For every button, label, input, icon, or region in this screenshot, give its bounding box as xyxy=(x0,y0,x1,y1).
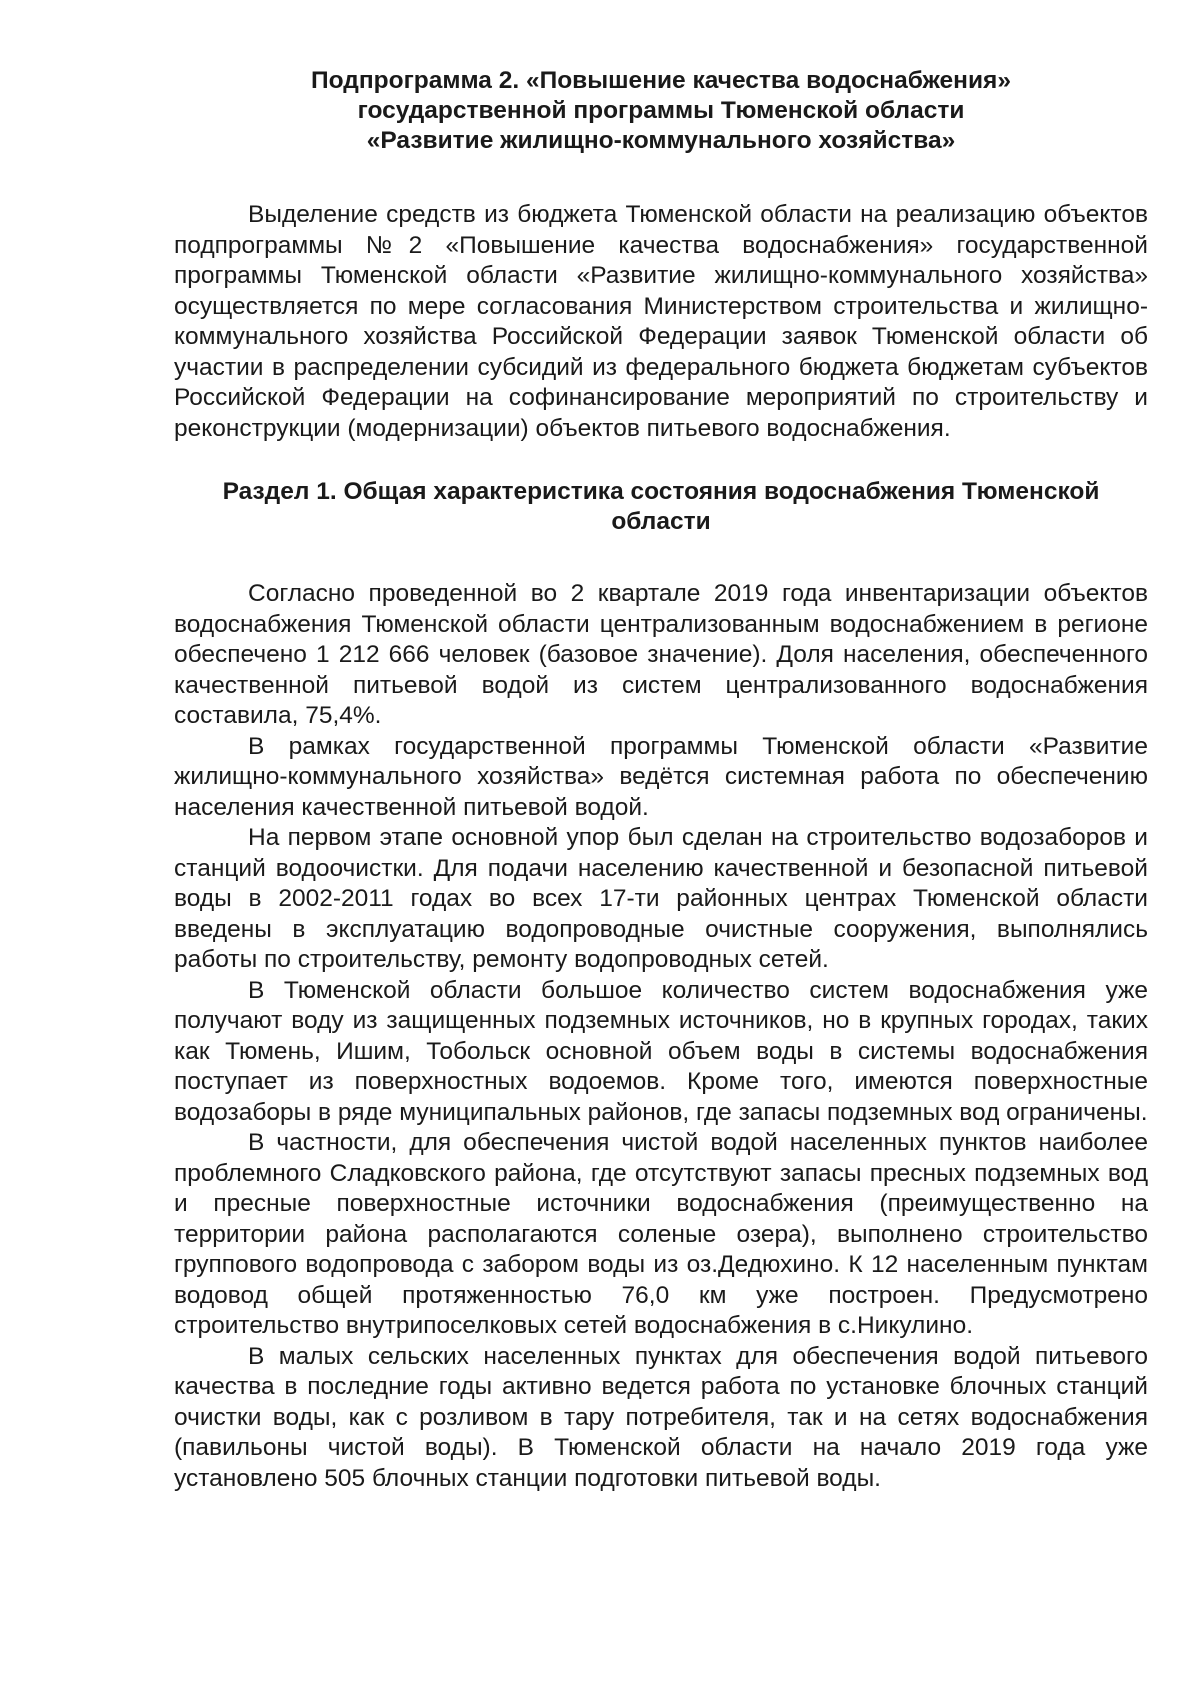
document-content xyxy=(174,66,1148,1494)
body-paragraph: В рамках государственной программы Тюменской области «Развитие жилищно-коммунального хозяйства» ведётся системная работа по обеспечению населения качественной питьевой водой. xyxy=(174,732,1148,821)
section-1-title: Раздел 1. Общая характеристика состояния водоснабжения Тюменской области xyxy=(222,478,1100,535)
body-paragraph: Согласно проведенной во 2 квартале 2019 года инвентаризации объектов водоснабжения Тюменской области централизованным водоснабжением в регионе обеспечено 1 212 666 человек (базовое значение). Доля населения, обеспеченного качественной питьевой водой из систем централизованного водоснабжения составила, 75,4%. xyxy=(174,580,1148,729)
section-1-body xyxy=(174,579,1148,1494)
intro-paragraph: Выделение средств из бюджета Тюменской области на реализацию объектов подпрограммы №2 «Повышение качества водоснабжения» государственной программы Тюменской области «Развитие жилищно-коммунального хозяйства» осуществляется по мере согласования Министерством строительства и жилищно-коммунального хозяйства Российской Федерации заявок Тюменской области об участии в распределении субсидий из федерального бюджета бюджетам субъектов Российской Федерации на софинансирование мероприятий по строительству и реконструкции (модернизации) объектов питьевого водоснабжения. xyxy=(174,201,1148,442)
body-paragraph: В малых сельских населенных пунктах для обеспечения водой питьевого качества в последние годы активно ведется работа по установке блочных станций очистки воды, как с розливом в тару потребителя, так и на сетях водоснабжения (павильоны чистой воды). В Тюменской области на начало 2019 года уже установлено 505 блочных станции подготовки питьевой воды. xyxy=(174,1342,1148,1492)
body-paragraph: На первом этапе основной упор был сделан на строительство водозаборов и станций водоочистки. Для подачи населению качественной и безопасной питьевой воды в 2002-2011 годах во всех 17-ти районных центрах Тюменской области введены в эксплуатацию водопроводные очистные сооружения, выполнялись работы по строительству, ремонту водопроводных сетей. xyxy=(174,824,1148,973)
title-line: Подпрограмма 2. «Повышение качества водоснабжения» xyxy=(311,67,1011,94)
body-paragraph: В частности, для обеспечения чистой водой населенных пунктов наиболее проблемного Сладковского района, где отсутствуют запасы пресных подземных вод и пресные поверхностные источники водоснабжения (преимущественно на территории района располагаются соленые озера), выполнено строительство группового водопровода с забором воды из оз.Дедюхино. К 12 населенным пунктам водовод общей протяженностью 76,0 км уже построен. Предусмотрено строительство внутрипоселковых сетей водоснабжения в с.Никулино. xyxy=(174,1129,1148,1339)
title-line: государственной программы Тюменской области xyxy=(357,97,965,124)
document-title xyxy=(174,66,1148,156)
body-paragraph: В Тюменской области большое количество систем водоснабжения уже получают воду из защищенных подземных источников, но в крупных городах, таких как Тюмень, Ишим, Тобольск основной объем воды в системы водоснабжения поступает из поверхностных водоемов. Кроме того, имеются поверхностные водозаборы в ряде муниципальных районов, где запасы подземных вод ограничены. xyxy=(174,976,1148,1126)
title-line: «Развитие жилищно-коммунального хозяйства» xyxy=(366,127,956,154)
